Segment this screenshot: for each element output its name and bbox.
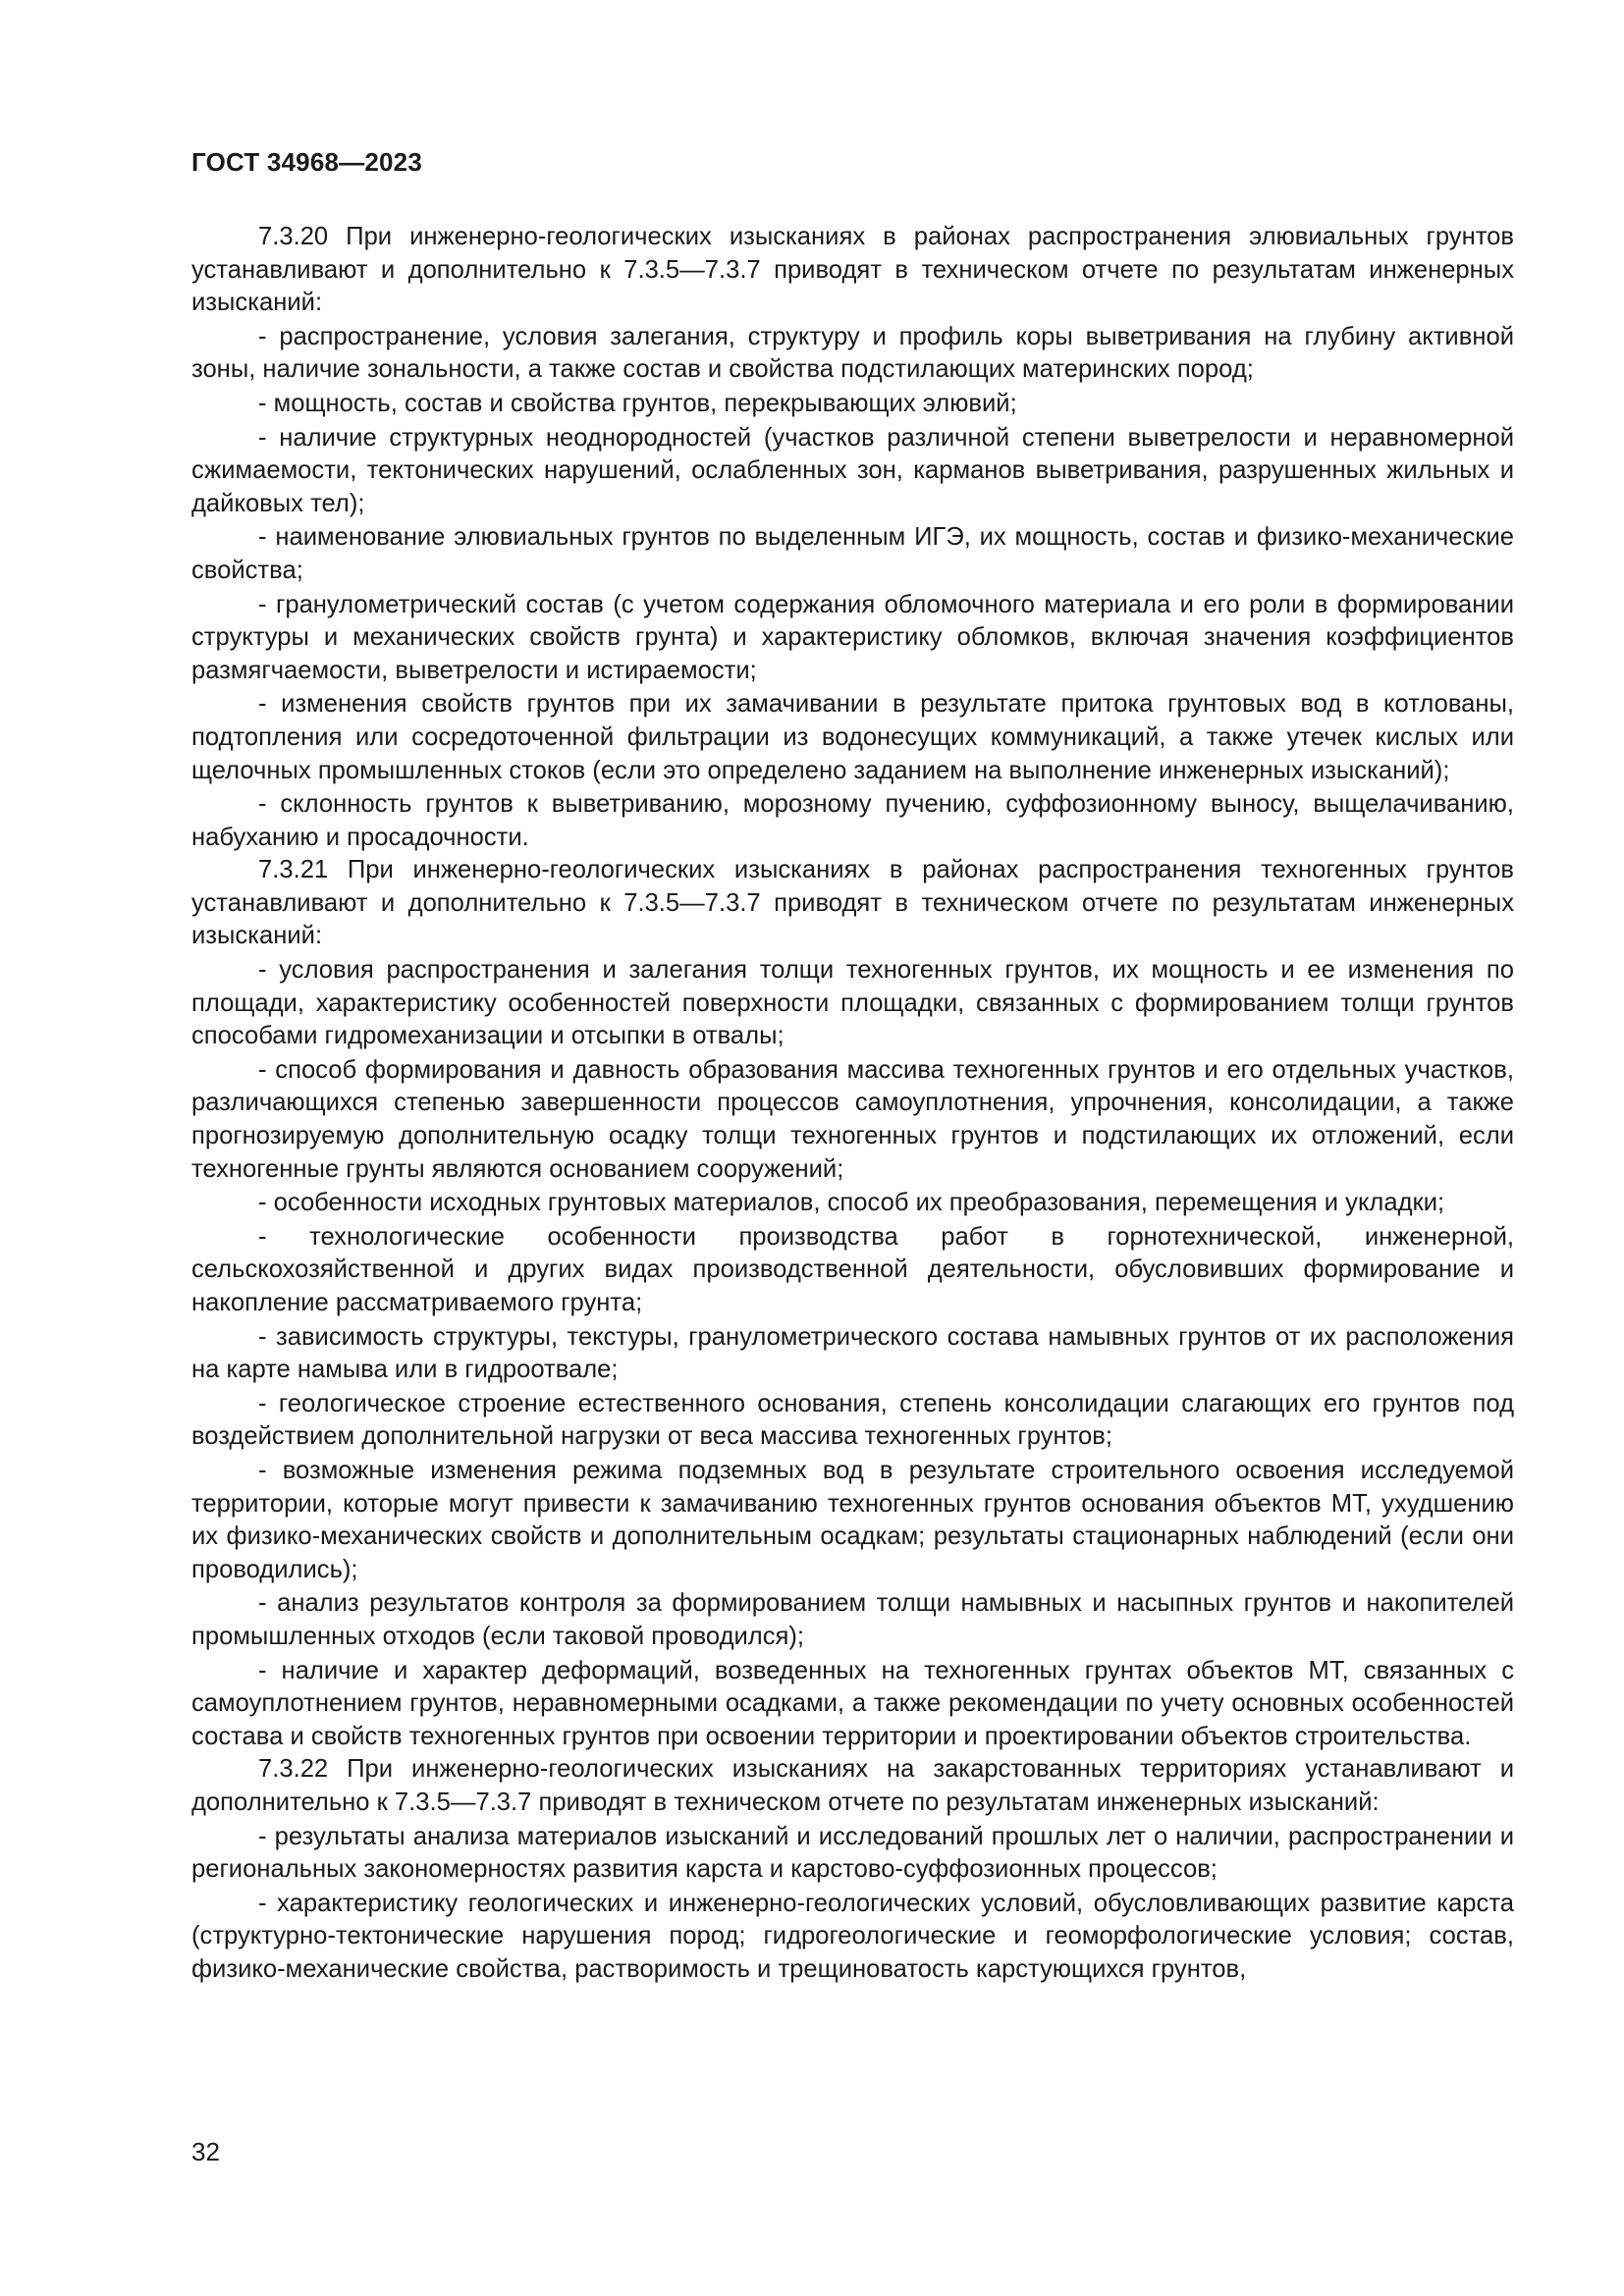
- list-item: - анализ результатов контроля за формированием толщи намывных и насыпных грунтов и накопителей промышленных отходов (если таковой проводился);: [191, 1589, 1514, 1650]
- list-item: - склонность грунтов к выветриванию, морозному пучению, суффозионному выносу, выщелачиванию, набуханию и просадочности.: [191, 790, 1514, 851]
- list-item: - условия распространения и залегания толщи техногенных грунтов, их мощность и ее изменения по площади, характеристику особенностей поверхности площадки, связанных с формированием толщи грунтов способами гидромеханизации и отсыпки в отвалы;: [191, 956, 1514, 1050]
- clause-paragraph: 7.3.20 При инженерно-геологических изысканиях в районах распространения элювиальных грунтов устанавливают и дополнительно к 7.3.5—7.3.7 приводят в техническом отчете по результатам инженерных изысканий:: [191, 223, 1514, 317]
- clause-paragraph: 7.3.22 При инженерно-геологических изысканиях на закарстованных территориях устанавливают и дополнительно к 7.3.5—7.3.7 приводят в техническом отчете по результатам инженерных изысканий:: [191, 1755, 1514, 1816]
- list-item: - наименование элювиальных грунтов по выделенным ИГЭ, их мощность, состав и физико-механические свойства;: [191, 523, 1514, 584]
- list-item: - геологическое строение естественного основания, степень консолидации слагающих его грунтов под воздействием дополнительной нагрузки от веса массива техногенных грунтов;: [191, 1389, 1514, 1451]
- list-item: - особенности исходных грунтовых материалов, способ их преобразования, перемещения и укладки;: [258, 1189, 1445, 1217]
- document-header: ГОСТ 34968—2023: [191, 147, 422, 177]
- list-item: - результаты анализа материалов изысканий и исследований прошлых лет о наличии, распространении и региональных закономерностях развития карста и карстово-суффозионных процессов;: [191, 1822, 1514, 1884]
- list-item: - зависимость структуры, текстуры, гранулометрического состава намывных грунтов от их расположения на карте намыва или в гидроотвале;: [191, 1322, 1514, 1384]
- page-number: 32: [191, 2137, 220, 2166]
- list-item: - наличие и характер деформаций, возведенных на техногенных грунтах объектов МТ, связанных с самоуплотнением грунтов, неравномерными осадками, а также рекомендации по учету основных особенностей состава и свойств техногенных грунтов при освоении территории и проектировании объектов строительства.: [191, 1656, 1514, 1750]
- list-item: - мощность, состав и свойства грунтов, перекрывающих элювий;: [258, 389, 1017, 417]
- list-item: - характеристику геологических и инженерно-геологических условий, обусловливающих развитие карста (структурно-тектонические нарушения пород; гидрогеологические и геоморфологические условия; состав, физико-механические свойства, растворимость и трещиноватость карстующихся грунтов,: [191, 1889, 1514, 1983]
- list-item: - возможные изменения режима подземных вод в результате строительного освоения исследуемой территории, которые могут привести к замачиванию техногенных грунтов основания объектов МТ, ухудшению их физико-механических свойств и дополнительным осадкам; результаты стационарных наблюдений (если они проводились);: [191, 1456, 1514, 1583]
- list-item: - изменения свойств грунтов при их замачивании в результате притока грунтовых вод в котлованы, подтопления или сосредоточенной фильтрации из водонесущих коммуникаций, а также утечек кислых или щелочных промышленных стоков (если это определено заданием на выполнение инженерных изысканий);: [191, 690, 1514, 784]
- clause-paragraph: 7.3.21 При инженерно-геологических изысканиях в районах распространения техногенных грунтов устанавливают и дополнительно к 7.3.5—7.3.7 приводят в техническом отчете по результатам инженерных изысканий:: [191, 856, 1514, 950]
- list-item: - гранулометрический состав (с учетом содержания обломочного материала и его роли в формировании структуры и механических свойств грунта) и характеристику обломков, включая значения коэффициентов размягчаемости, выветрелости и истираемости;: [191, 590, 1514, 684]
- list-item: - распространение, условия залегания, структуру и профиль коры выветривания на глубину активной зоны, наличие зональности, а также состав и свойства подстилающих материнских пород;: [191, 322, 1514, 384]
- list-item: - наличие структурных неоднородностей (участков различной степени выветрелости и неравномерной сжимаемости, тектонических нарушений, ослабленных зон, карманов выветривания, разрушенных жильных и дайковых тел);: [191, 423, 1514, 517]
- list-item: - способ формирования и давность образования массива техногенных грунтов и его отдельных участков, различающихся степенью завершенности процессов самоуплотнения, упрочнения, консолидации, а также прогнозируемую дополнительную осадку толщи техногенных грунтов и подстилающих их отложений, если техногенные грунты являются основанием сооружений;: [191, 1055, 1514, 1183]
- page-body: [191, 221, 1514, 1986]
- list-item: - технологические особенности производства работ в горнотехнической, инженерной, сельскохозяйственной и других видах производственной деятельности, обусловивших формирование и накопление рассматриваемого грунта;: [191, 1222, 1514, 1316]
